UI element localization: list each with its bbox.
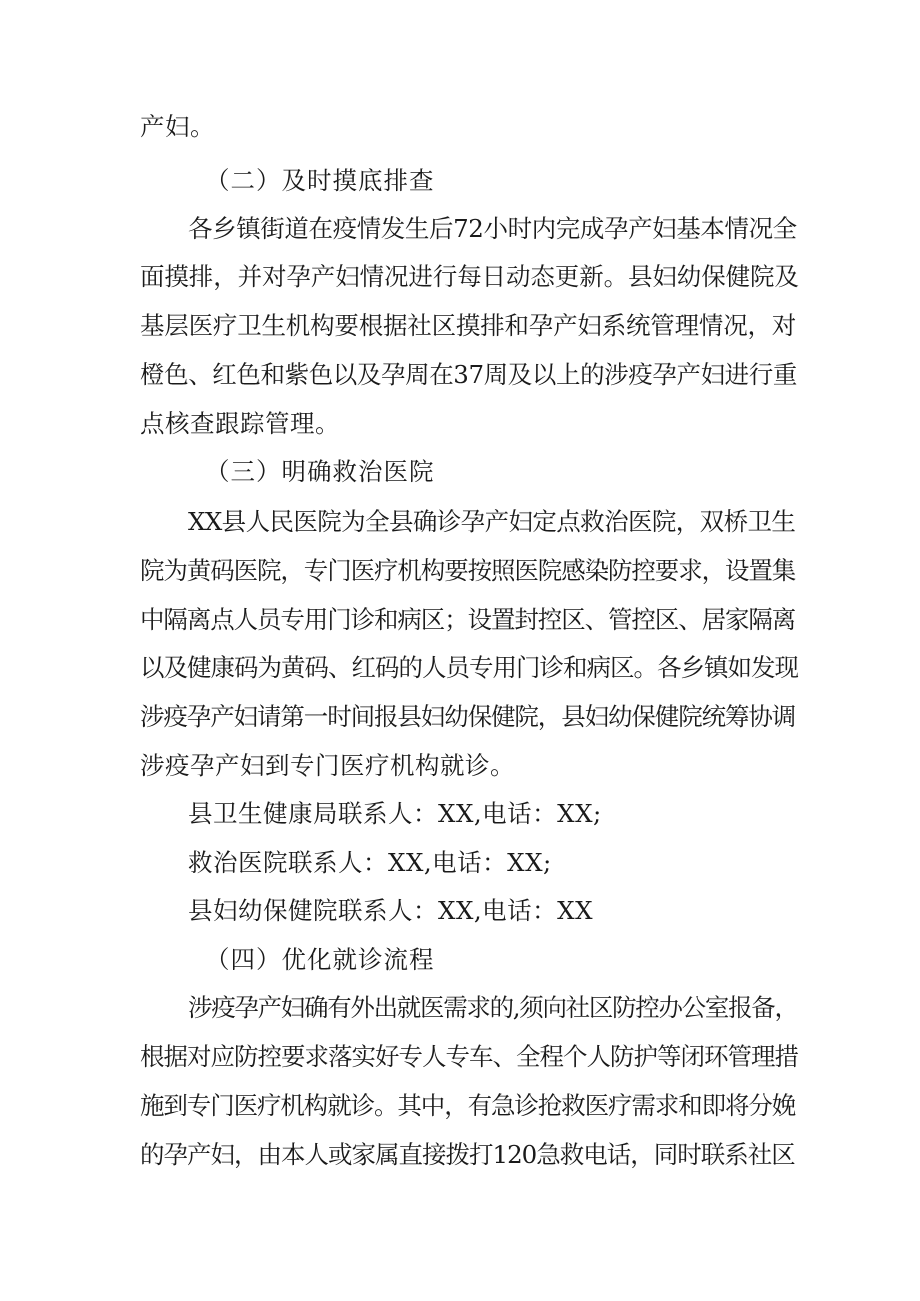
section-heading-4: （四）优化就诊流程 (205, 945, 435, 974)
paragraph-line: 中隔离点人员专用门诊和病区；设置封控区、管控区、居家隔离 (140, 605, 796, 634)
contact-line: 县妇幼保健院联系人：XX,电话：XX (188, 896, 594, 925)
paragraph-continuation: 产妇。 (140, 112, 215, 141)
paragraph-line: 院为黄码医院，专门医疗机构要按照医院感染防控要求，设置集 (140, 556, 796, 585)
section-heading-3: （三）明确救治医院 (205, 457, 435, 486)
paragraph-line: 各乡镇街道在疫情发生后72小时内完成孕产妇基本情况全 (188, 214, 797, 243)
paragraph-line: 的孕产妇，由本人或家属直接拨打120急救电话，同时联系社区 (140, 1140, 795, 1169)
paragraph-line: 以及健康码为黄码、红码的人员专用门诊和病区。各乡镇如发现 (140, 653, 798, 682)
paragraph-line: 涉疫孕产妇到专门医疗机构就诊。 (140, 751, 515, 780)
contact-line: 县卫生健康局联系人：XX,电话：XX; (188, 799, 602, 828)
paragraph-line: 根据对应防控要求落实好专人专车、全程个人防护等闭环管理措 (140, 1042, 798, 1071)
contact-line: 救治医院联系人：XX,电话：XX; (188, 848, 552, 877)
paragraph-line: 基层医疗卫生机构要根据社区摸排和孕产妇系统管理情况，对 (140, 311, 797, 340)
section-heading-2: （二）及时摸底排查 (205, 166, 435, 195)
paragraph-line: 涉疫孕产妇确有外出就医需求的,须向社区防控办公室报备， (188, 993, 798, 1022)
paragraph-line: 涉疫孕产妇请第一时间报县妇幼保健院，县妇幼保健院统筹协调 (140, 702, 796, 731)
paragraph-line: 点核查跟踪管理。 (140, 409, 340, 438)
paragraph-line: XX县人民医院为全县确诊孕产妇定点救治医院，双桥卫生 (188, 507, 796, 536)
paragraph-line: 施到专门医疗机构就诊。其中，有急诊抢救医疗需求和即将分娩 (140, 1091, 796, 1120)
paragraph-line: 橙色、红色和紫色以及孕周在37周及以上的涉疫孕产妇进行重 (140, 360, 797, 389)
paragraph-line: 面摸排，并对孕产妇情况进行每日动态更新。县妇幼保健院及 (140, 262, 799, 291)
